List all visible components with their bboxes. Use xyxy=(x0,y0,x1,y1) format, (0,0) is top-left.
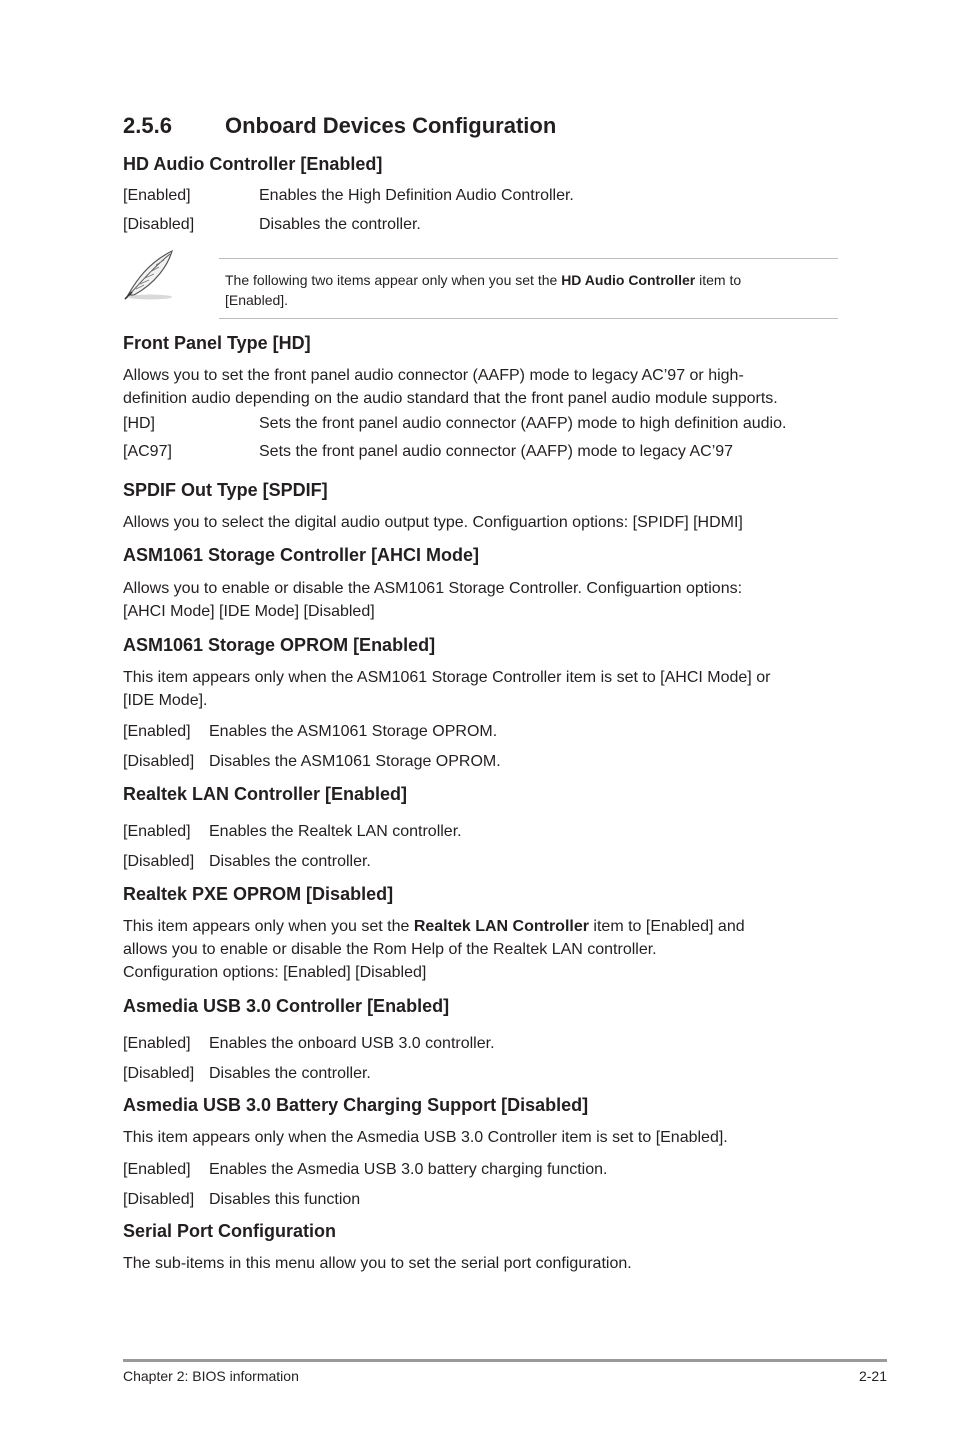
note-text-bold: HD Audio Controller xyxy=(561,272,696,288)
realtek-lan-enabled-desc: Enables the Realtek LAN controller. xyxy=(209,823,462,840)
asm-oprom-desc-line1: This item appears only when the ASM1061 Storage Controller item is set to [AHCI Mode] or xyxy=(123,669,771,686)
note-text-post: item to xyxy=(695,272,742,288)
realtek-pxe-heading: Realtek PXE OPROM [Disabled] xyxy=(123,884,394,904)
asm-controller-heading: ASM1061 Storage Controller [AHCI Mode] xyxy=(123,545,480,565)
asm-oprom-disabled-desc: Disables the ASM1061 Storage OPROM. xyxy=(209,753,501,770)
front-panel-hd-desc: Sets the front panel audio connector (AAFP) mode to high definition audio. xyxy=(259,415,787,432)
front-panel-heading: Front Panel Type [HD] xyxy=(123,333,311,353)
serial-port-heading: Serial Port Configuration xyxy=(123,1221,337,1241)
asm-oprom-enabled-term: [Enabled] xyxy=(123,723,191,740)
spdif-desc: Allows you to select the digital audio output type. Configuartion options: [SPIDF] [HDMI] xyxy=(123,514,743,531)
realtek-lan-heading: Realtek LAN Controller [Enabled] xyxy=(123,784,408,804)
asm-controller-desc-line1: Allows you to enable or disable the ASM1061 Storage Controller. Configuartion options: xyxy=(123,580,743,597)
asmedia-battery-heading: Asmedia USB 3.0 Battery Charging Support [Disabled] xyxy=(123,1095,589,1115)
asmedia-usb-enabled-desc: Enables the onboard USB 3.0 controller. xyxy=(209,1035,495,1052)
front-panel-desc-line2: definition audio depending on the audio standard that the front panel audio module supports. xyxy=(123,390,778,407)
asmedia-usb-disabled-term: [Disabled] xyxy=(123,1065,195,1082)
hd-audio-enabled-desc: Enables the High Definition Audio Controller. xyxy=(259,187,574,204)
note-text-pre: The following two items appear only when you set the xyxy=(225,272,562,288)
front-panel-hd-term: [HD] xyxy=(123,415,155,432)
realtek-lan-disabled-term: [Disabled] xyxy=(123,853,195,870)
section-number: 2.5.6 xyxy=(123,113,172,138)
front-panel-desc-line1: Allows you to set the front panel audio connector (AAFP) mode to legacy AC’97 or high- xyxy=(123,367,744,384)
hd-audio-disabled-desc: Disables the controller. xyxy=(259,216,421,233)
front-panel-ac97-desc: Sets the front panel audio connector (AAFP) mode to legacy AC’97 xyxy=(259,443,734,460)
asm-oprom-desc-line2: [IDE Mode]. xyxy=(123,692,208,709)
asm-controller-desc-line2: [AHCI Mode] [IDE Mode] [Disabled] xyxy=(123,603,375,620)
asmedia-usb-enabled-term: [Enabled] xyxy=(123,1035,191,1052)
asmedia-battery-desc: This item appears only when the Asmedia USB 3.0 Controller item is set to [Enabled]. xyxy=(123,1129,728,1146)
asm-oprom-enabled-desc: Enables the ASM1061 Storage OPROM. xyxy=(209,723,498,740)
asmedia-battery-enabled-desc: Enables the Asmedia USB 3.0 battery charging function. xyxy=(209,1161,608,1178)
realtek-pxe-desc-post: item to [Enabled] and xyxy=(588,918,745,935)
footer-rule xyxy=(123,1359,887,1362)
realtek-lan-disabled-desc: Disables the controller. xyxy=(209,853,371,870)
realtek-lan-enabled-term: [Enabled] xyxy=(123,823,191,840)
asm-oprom-heading: ASM1061 Storage OPROM [Enabled] xyxy=(123,635,436,655)
serial-port-desc: The sub-items in this menu allow you to set the serial port configuration. xyxy=(123,1255,632,1272)
asmedia-usb-disabled-desc: Disables the controller. xyxy=(209,1065,371,1082)
hd-audio-heading: HD Audio Controller [Enabled] xyxy=(123,154,383,174)
note-text-line2: [Enabled]. xyxy=(225,292,289,308)
note-text xyxy=(225,270,741,310)
asmedia-battery-enabled-term: [Enabled] xyxy=(123,1161,191,1178)
hd-audio-enabled-term: [Enabled] xyxy=(123,187,191,204)
realtek-pxe-desc-line2: allows you to enable or disable the Rom Help of the Realtek LAN controller. xyxy=(123,941,657,958)
realtek-pxe-desc-pre: This item appears only when you set the xyxy=(123,918,414,935)
asmedia-battery-disabled-term: [Disabled] xyxy=(123,1191,195,1208)
front-panel-ac97-term: [AC97] xyxy=(123,443,172,460)
asm-oprom-disabled-term: [Disabled] xyxy=(123,753,195,770)
realtek-pxe-desc-line3: Configuration options: [Enabled] [Disabled] xyxy=(123,964,427,981)
footer-page-number: 2-21 xyxy=(858,1368,887,1384)
note-bottom-rule xyxy=(219,318,838,319)
pencil-note-icon xyxy=(122,245,180,303)
footer-chapter: Chapter 2: BIOS information xyxy=(123,1368,299,1384)
hd-audio-disabled-term: [Disabled] xyxy=(123,216,195,233)
section-title: Onboard Devices Configuration xyxy=(225,113,557,138)
realtek-pxe-desc-line1 xyxy=(123,915,745,938)
asmedia-battery-disabled-desc: Disables this function xyxy=(209,1191,361,1208)
realtek-pxe-desc-bold: Realtek LAN Controller xyxy=(413,918,589,935)
spdif-heading: SPDIF Out Type [SPDIF] xyxy=(123,480,328,500)
note-top-rule xyxy=(219,258,838,259)
asmedia-usb-heading: Asmedia USB 3.0 Controller [Enabled] xyxy=(123,996,450,1016)
